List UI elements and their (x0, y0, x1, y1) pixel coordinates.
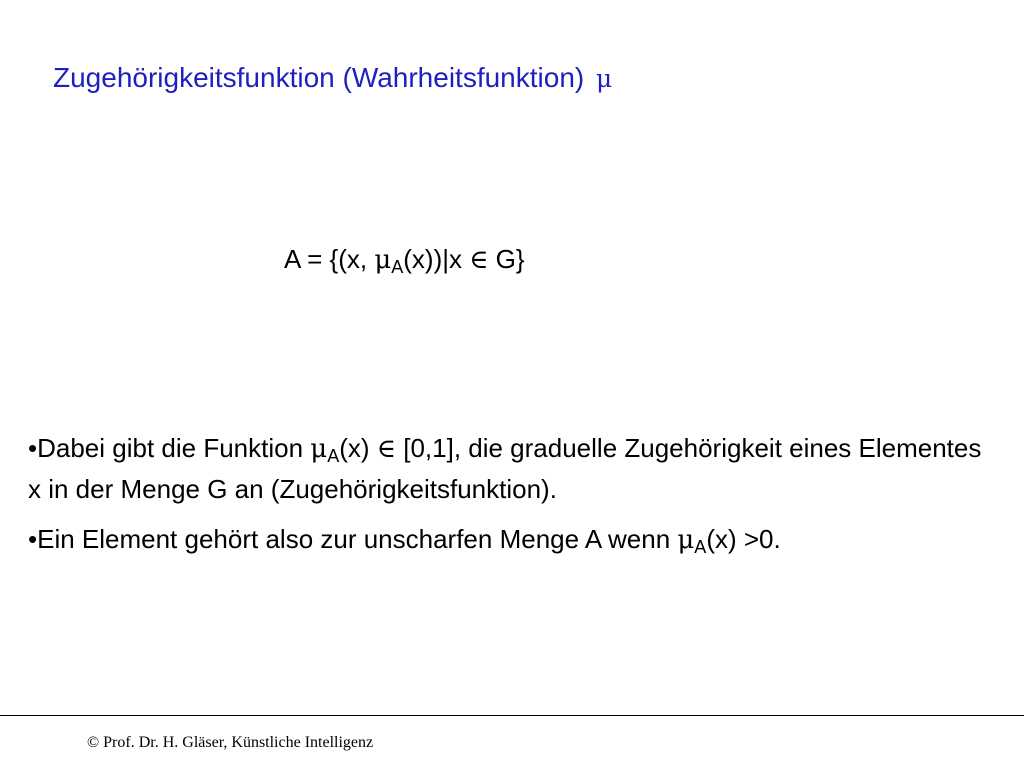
formula-lhs: A = {(x, (284, 244, 375, 274)
mu-symbol: μ (310, 434, 328, 464)
mu-symbol: μ (596, 64, 613, 93)
bullet-subscript: A (327, 446, 340, 466)
formula-subscript: A (391, 257, 404, 277)
slide-title (53, 58, 612, 99)
bullet-prefix: •Dabei gibt die Funktion (28, 433, 311, 463)
mu-symbol: μ (374, 245, 392, 275)
formula-rhs: G} (488, 244, 525, 274)
bullet-item (28, 428, 988, 509)
mu-symbol: μ (677, 525, 695, 555)
slide-title-text: Zugehörigkeitsfunktion (Wahrheitsfunktion) (53, 62, 585, 93)
bullet-suffix: [0,1], die graduelle Zugehörigkeit eines Elementes x in der Menge G an (Zugehörigkeitsfunktion). (28, 433, 982, 504)
formula-mid: (x))|x (403, 244, 470, 274)
bullet-list (28, 428, 988, 570)
element-of-symbol: ∈ (376, 434, 396, 464)
bullet-prefix: •Ein Element gehört also zur unscharfen Menge A wenn (28, 524, 678, 554)
element-of-symbol: ∈ (469, 245, 489, 275)
footer-divider (0, 715, 1024, 716)
fuzzy-set-formula (284, 240, 525, 279)
footer-copyright: © Prof. Dr. H. Gläser, Künstliche Intelligenz (87, 734, 374, 751)
bullet-suffix: (x) >0. (706, 524, 781, 554)
bullet-subscript: A (694, 537, 707, 557)
bullet-mid: (x) (339, 433, 377, 463)
bullet-item (28, 519, 988, 560)
